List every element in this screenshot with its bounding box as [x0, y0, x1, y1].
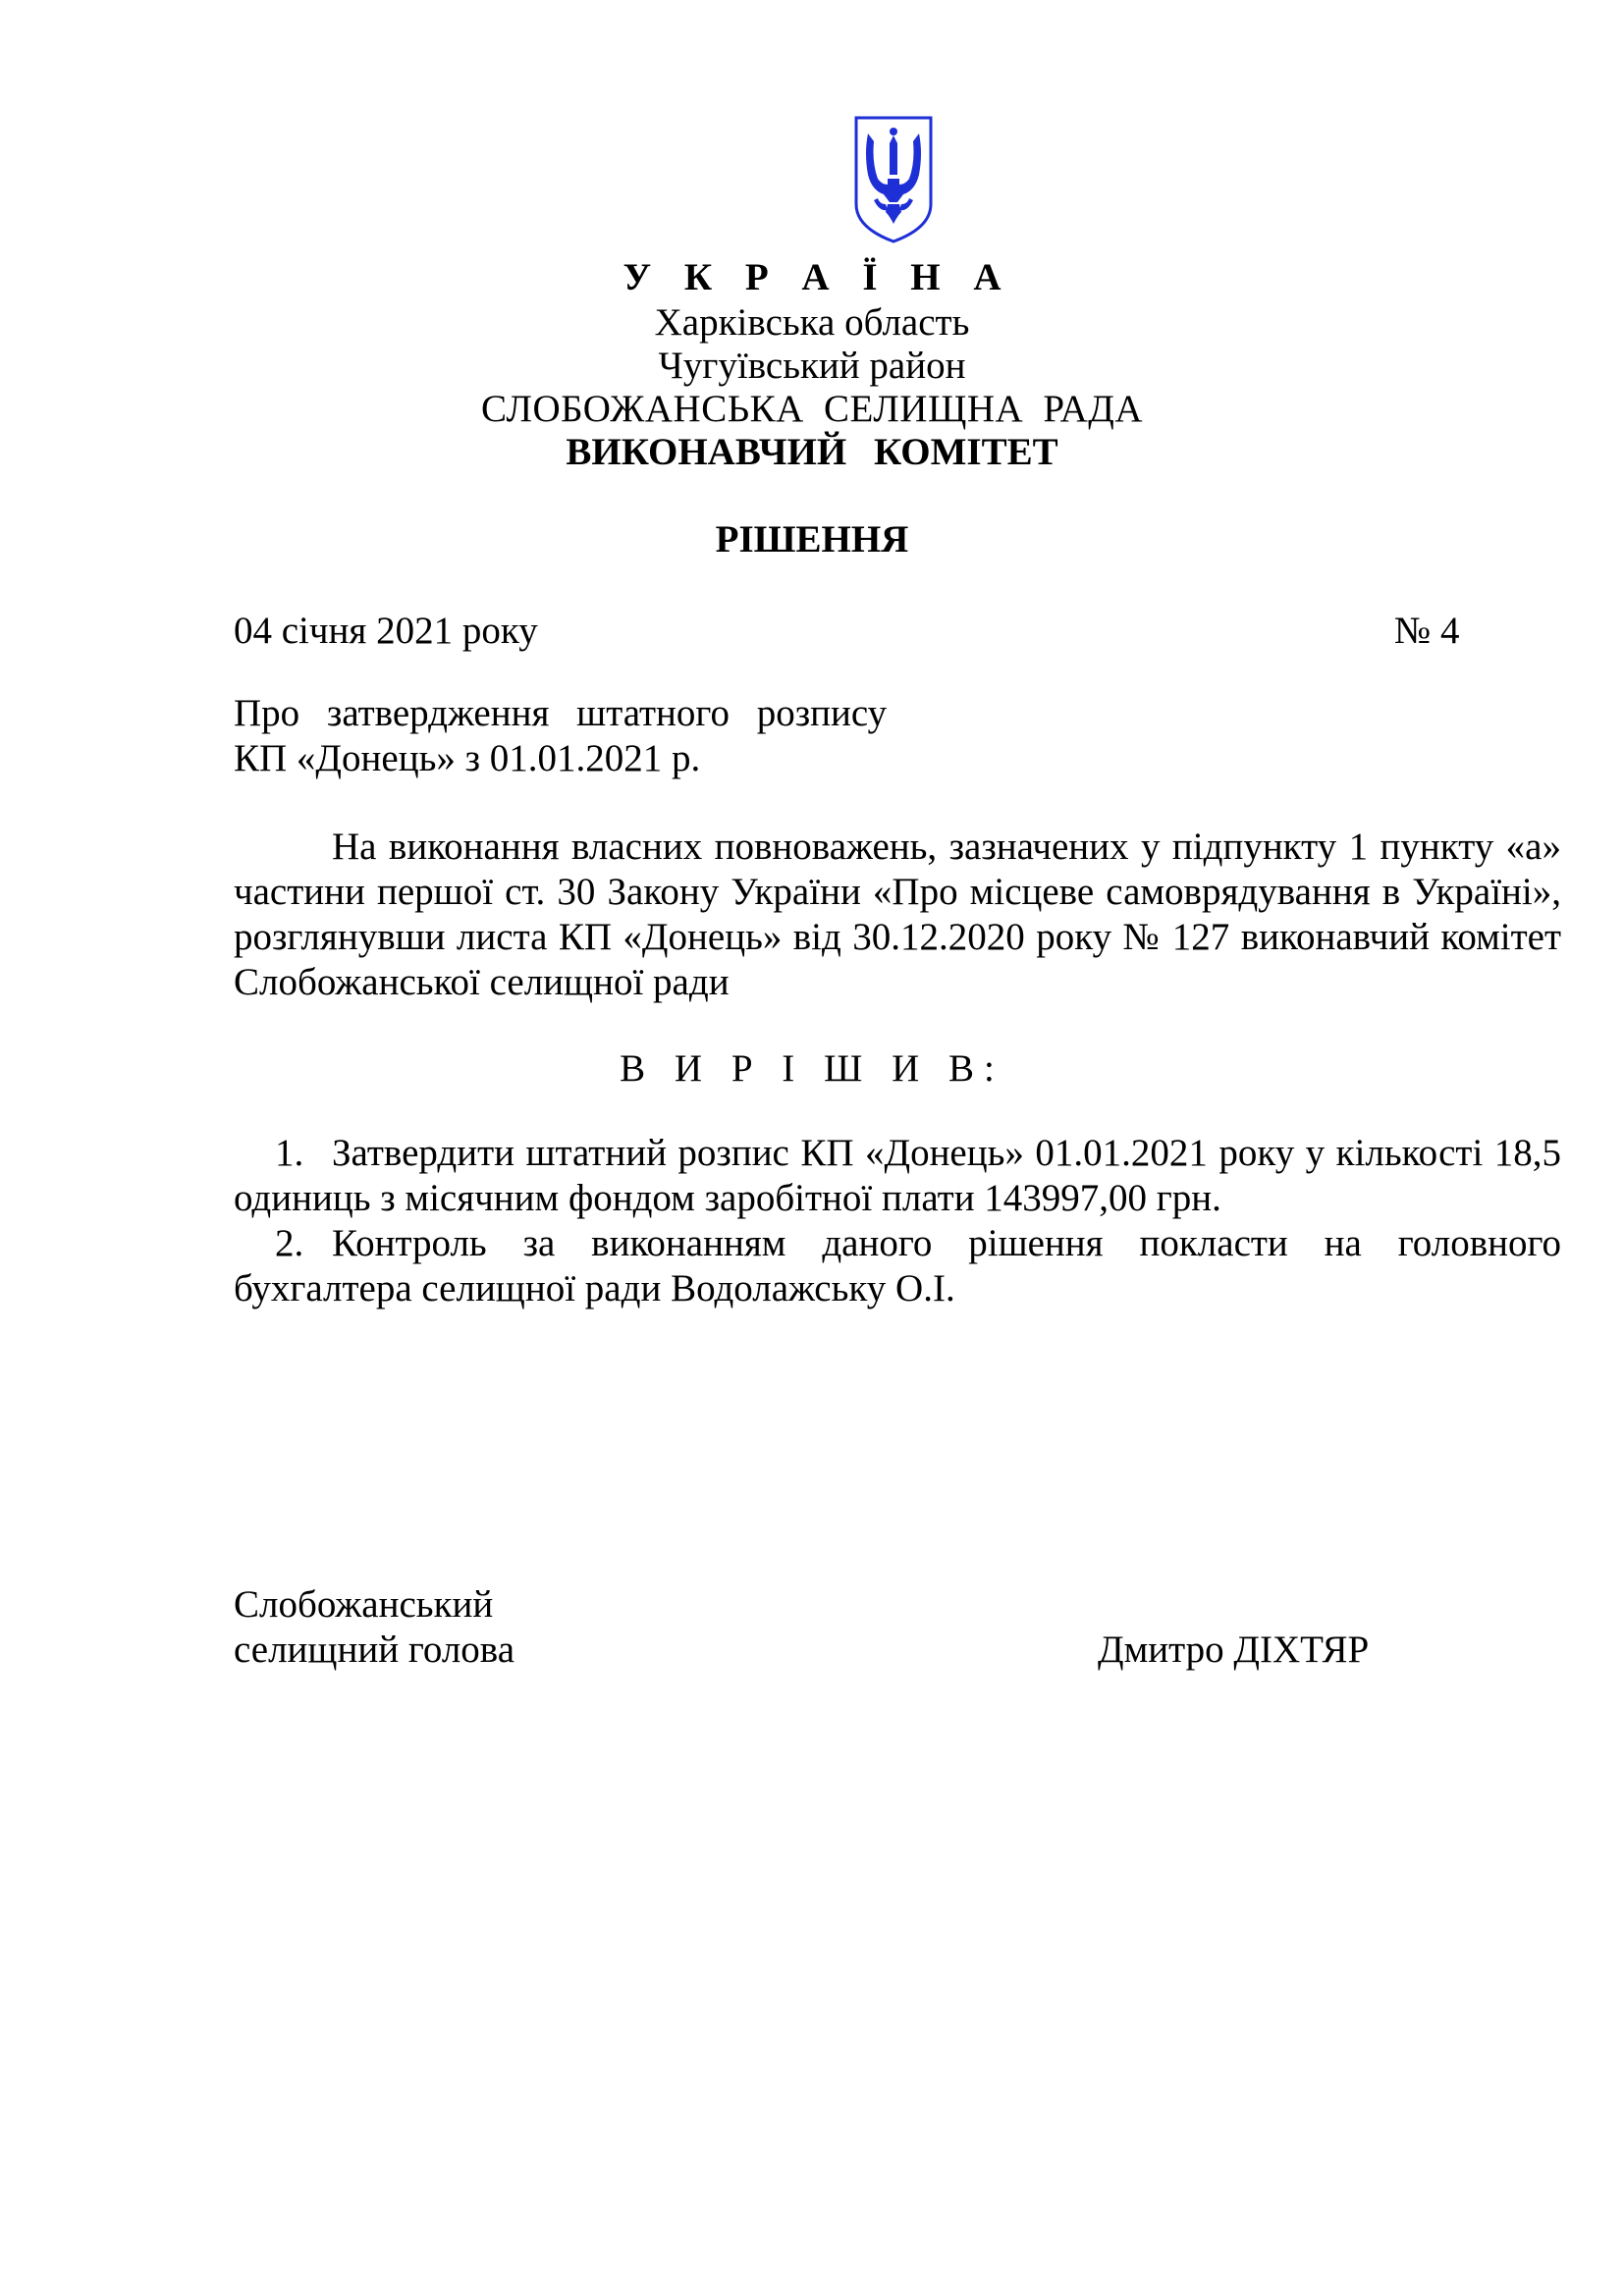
raion-name: Чугуївський район [658, 345, 966, 387]
preamble-line: частини першої ст. 30 Закону України «Про місцеве самоврядування в Україні», [234, 871, 1561, 913]
country-name: У К Р А Ї Н А [623, 256, 1013, 298]
subject-line: Про затвердження штатного розпису [234, 692, 888, 734]
council-name: СЛОБОЖАНСЬКА СЕЛИЩНА РАДА [480, 388, 1144, 430]
committee-name: ВИКОНАВЧИЙ КОМІТЕТ [566, 431, 1058, 473]
item-number: 1. [275, 1132, 304, 1174]
trident-coat-of-arms-icon [850, 114, 937, 245]
document-number: № 4 [1394, 610, 1460, 652]
oblast-name: Харківська область [654, 301, 970, 344]
signatory-title: Слобожанський [234, 1583, 494, 1626]
preamble-line: На виконання власних повноважень, зазначених у підпункту 1 пункту «а» [332, 826, 1561, 868]
preamble-line: Слобожанської селищної ради [234, 961, 730, 1003]
signatory-name: Дмитро ДІХТЯР [1098, 1629, 1370, 1671]
item-text-line: Затвердити штатний розпис КП «Донець» 01.01.2021 року у кількості 18,5 [332, 1132, 1561, 1174]
signatory-title: селищний голова [234, 1629, 515, 1671]
document-type-title: РІШЕННЯ [715, 518, 909, 561]
item-text-line: Контроль за виконанням даного рішення покласти на головного [332, 1222, 1561, 1264]
resolved-heading: В И Р І Ш И В: [620, 1047, 1004, 1090]
document-date: 04 січня 2021 року [234, 610, 538, 652]
item-text-line: одиниць з місячним фондом заробітної плати 143997,00 грн. [234, 1177, 1221, 1219]
item-text-line: бухгалтера селищної ради Водолажську О.І. [234, 1267, 955, 1309]
item-number: 2. [275, 1222, 304, 1264]
subject-line: КП «Донець» з 01.01.2021 р. [234, 737, 701, 779]
preamble-line: розглянувши листа КП «Донець» від 30.12.2020 року № 127 виконавчий комітет [234, 916, 1561, 958]
